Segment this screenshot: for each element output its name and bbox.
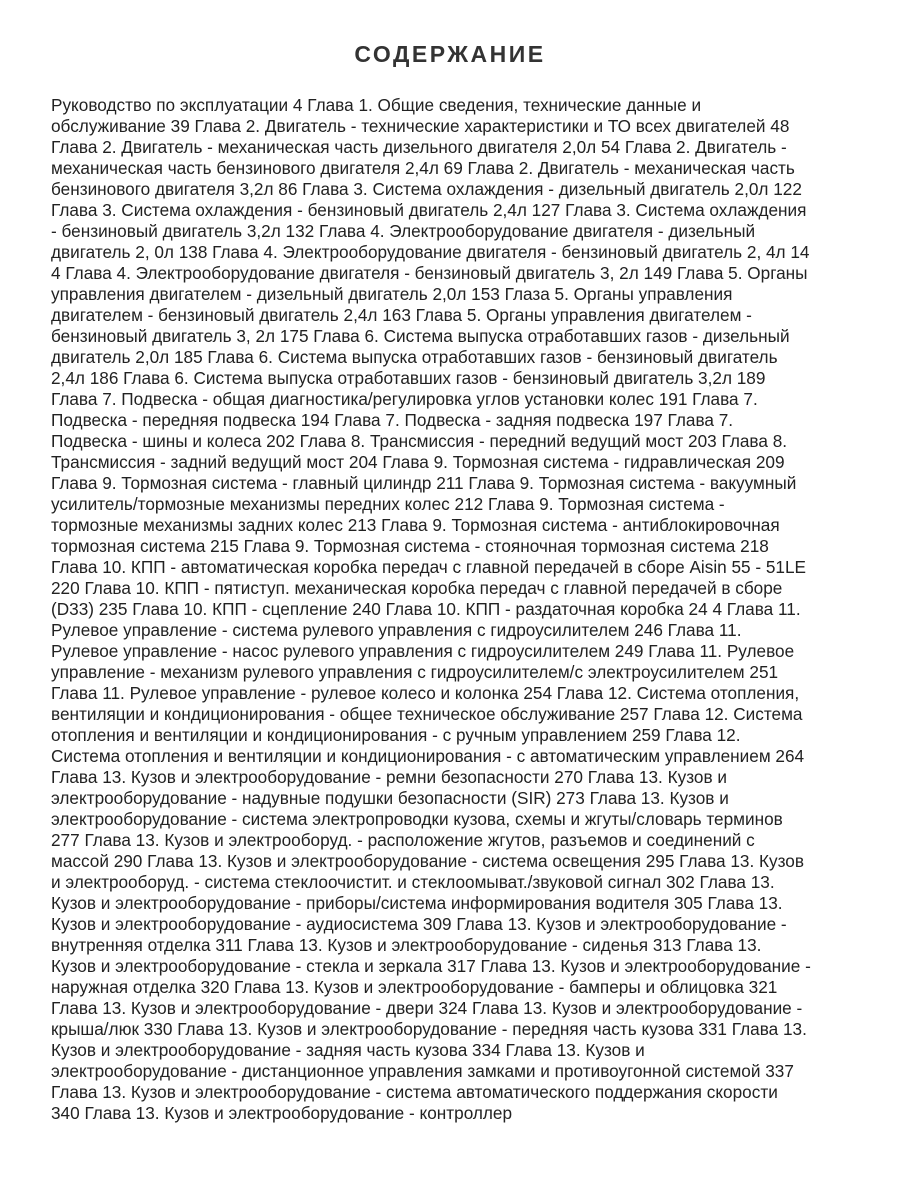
- page-title: СОДЕРЖАНИЕ: [354, 41, 546, 67]
- table-of-contents-text: Руководство по эксплуатации 4 Глава 1. Общие сведения, технические данные и обслуживание 39 Глава 2. Двигатель - технические характеристики и ТО всех двигателей 48 Глава 2. Двигатель - механическая часть дизельного двигателя 2,0л 54 Глава 2. Двигатель - механическая часть бензинового двигателя 2,4л 69 Глава 2. Двигатель - механическая часть бензинового двигателя 3,2л 86 Глава 3. Система охлаждения - дизельный двигатель 2,0л 122 Глава 3. Система охлаждения - бензиновый двигатель 2,4л 127 Глава 3. Система охлаждения - бензиновый двигатель 3,2л 132 Глава 4. Электрооборудование двигателя - дизельный двигатель 2, 0л 138 Глава 4. Электрооборудование двигателя - бензиновый двигатель 2, 4л 14 4 Глава 4. Электрооборудование двигателя - бензиновый двигатель 3, 2л 149 Глава 5. Органы управления двигателем - дизельный двигатель 2,0л 153 Глаза 5. Органы управления двигателем - бензиновый двигатель 2,4л 163 Глава 5. Органы управления двигателем - бензиновый двигатель 3, 2л 175 Глава 6. Система выпуска отработавших газов - дизельный двигатель 2,0л 185 Глава 6. Система выпуска отработавших газов - бензиновый двигатель 2,4л 186 Глава 6. Система выпуска отработавших газов - бензиновый двигатель 3,2л 189 Глава 7. Подвеска - общая диагностика/регулировка углов установки колес 191 Глава 7. Подвеска - передняя подвеска 194 Глава 7. Подвеска - задняя подвеска 197 Глава 7. Подвеска - шины и колеса 202 Глава 8. Трансмиссия - передний ведущий мост 203 Глава 8. Трансмиссия - задний ведущий мост 204 Глава 9. Тормозная система - гидравлическая 209 Глава 9. Тормозная система - главный цилиндр 211 Глава 9. Тормозная система - вакуумный усилитель/тормозные механизмы передних колес 212 Глава 9. Тормозная система - тормозные механизмы задних колес 213 Глава 9. Тормозная система - антиблокировочная тормозная система 215 Глава 9. Тормозная система - стояночная тормозная система 218 Глава 10. КПП - автоматическая коробка передач с главной передачей в сборе Aisin 55 - 51LE 220 Глава 10. КПП - пятиступ. механическая коробка передач с главной передачей в сборе (D33) 235 Глава 10. КПП - сцепление 240 Глава 10. КПП - раздаточная коробка 24 4 Глава 11. Рулевое управление - система рулевого управления с гидроусилителем 246 Глава 11. Рулевое управление - насос рулевого управления с гидроусилителем 249 Глава 11. Рулевое управление - механизм рулевого управления с гидроусилителем/с электроусилителем 251 Глава 11. Рулевое управление - рулевое колесо и колонка 254 Глава 12. Система отопления, вентиляции и кондиционирования - общее техническое обслуживание 257 Глава 12. Система отопления и вентиляции и кондиционирования - с ручным управлением 259 Глава 12. Система отопления и вентиляции и кондиционирования - с автоматическим управлением 264 Глава 13. Кузов и электрооборудование - ремни безопасности 270 Глава 13. Кузов и электрооборудование - надувные подушки безопасности (SIR) 273 Глава 13. Кузов и электрооборудование - система электропроводки кузова, схемы и жгуты/словарь терминов 277 Глава 13. Кузов и электрооборуд. - расположение жгутов, разъемов и соединений с массой 290 Глава 13. Кузов и электрооборудование - система освещения 295 Глава 13. Кузов и электрооборуд. - система стеклоочистит. и стеклоомыват./звуковой сигнал 302 Глава 13. Кузов и электрооборудование - приборы/система информирования водителя 305 Глава 13. Кузов и электрооборудование - аудиосистема 309 Глава 13. Кузов и электрооборудование - внутренняя отделка 311 Глава 13. Кузов и электрооборудование - сиденья 313 Глава 13. Кузов и электрооборудование - стекла и зеркала 317 Глава 13. Кузов и электрооборудование - наружная отделка 320 Глава 13. Кузов и электрооборудование - бамперы и облицовка 321 Глава 13. Кузов и электрооборудование - двери 324 Глава 13. Кузов и электрооборудование - крыша/люк 330 Глава 13. Кузов и электрооборудование - передняя часть кузова 331 Глава 13. Кузов и электрооборудование - задняя часть кузова 334 Глава 13. Кузов и электрооборудование - дистанционное управления замками и противоугонной системой 337 Глава 13. Кузов и электрооборудование - система автоматического поддержания скорости 340 Глава 13. Кузов и электрооборудование - контроллер: [51, 95, 811, 1123]
